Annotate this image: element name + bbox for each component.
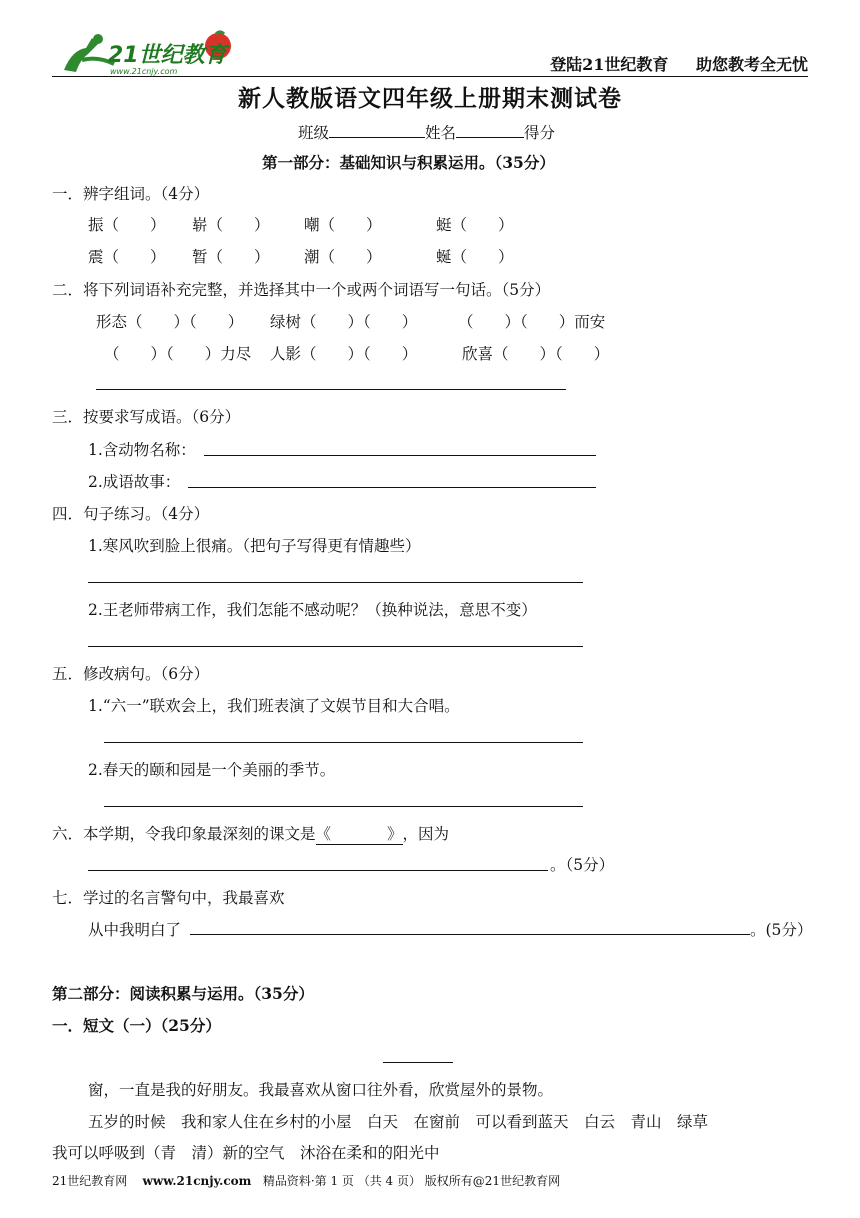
q3-answer-line-1[interactable]: [204, 455, 596, 456]
q5-item1: 1.“六一”联欢会上，我们班表演了文娱节目和大合唱。: [88, 697, 460, 715]
q1-item[interactable]: 嘲（ ）: [304, 216, 382, 234]
name-label: 姓名: [425, 124, 457, 142]
q7-end: 。(5分）: [750, 921, 813, 939]
q3-answer-line-2[interactable]: [188, 487, 596, 488]
score-label: 得分: [524, 124, 556, 142]
header-slogan: [528, 52, 808, 75]
logo-graphic: [58, 30, 248, 78]
q1-item[interactable]: 蜒（ ）: [436, 248, 514, 266]
q5-answer-line-2[interactable]: [104, 806, 583, 807]
q7-answer-line[interactable]: [190, 934, 750, 935]
q1-item[interactable]: 蜓（ ）: [436, 216, 514, 234]
passage-para3: 我可以呼吸到（青 清）新的空气 沐浴在柔和的阳光中: [52, 1144, 440, 1162]
q2-item[interactable]: （ ）（ ）而安: [458, 313, 606, 331]
q6-answer-line[interactable]: [88, 870, 548, 871]
header-login-text[interactable]: 登陆21世纪教育: [550, 55, 669, 74]
q6-suffix: ，因为: [402, 825, 450, 843]
q5-title: 五．修改病句。（6分）: [52, 665, 210, 683]
q1-item[interactable]: 振（ ）: [88, 216, 166, 234]
q4-answer-line-1[interactable]: [88, 582, 583, 583]
q3-item2: 2.成语故事：: [88, 473, 181, 491]
q1-title: 一．辨字组词。（4分）: [52, 185, 210, 203]
part2-heading: 第二部分：阅读积累与运用。（35分）: [52, 984, 314, 1003]
footer-url[interactable]: www.21cnjy.com: [142, 1174, 252, 1188]
q3-title: 三．按要求写成语。（6分）: [52, 408, 241, 426]
q1-item[interactable]: 崭（ ）: [192, 216, 270, 234]
footer-site: 21世纪教育网: [52, 1174, 128, 1188]
student-info: [298, 120, 555, 143]
q2-item[interactable]: 人影（ ）（ ）: [270, 345, 418, 363]
page-footer: [52, 1172, 560, 1189]
header-slogan-text: 助您教考全无忧: [695, 55, 808, 74]
q5-item2: 2.春天的颐和园是一个美丽的季节。: [88, 761, 336, 779]
name-blank[interactable]: [456, 120, 524, 138]
q6-prefix: 六．本学期，令我印象最深刻的课文是: [52, 825, 316, 843]
q1-item[interactable]: 潮（ ）: [304, 248, 382, 266]
site-logo[interactable]: [58, 30, 248, 78]
q6-line1: [52, 822, 449, 845]
q4-item2: 2.王老师带病工作，我们怎能不感动呢？（换种说法，意思不变）: [88, 601, 537, 619]
class-label: 班级: [298, 124, 330, 142]
q6-end: 。（5分）: [550, 856, 615, 874]
q7-title: 七．学过的名言警句中，我最喜欢: [52, 889, 285, 907]
q2-item[interactable]: 欣喜（ ）（ ）: [462, 345, 610, 363]
logo-text: 21世纪教育: [108, 43, 227, 68]
q2-item[interactable]: 形态（ ）（ ）: [96, 313, 244, 331]
q2-item[interactable]: 绿树（ ）（ ）: [270, 313, 418, 331]
q4-item1: 1.寒风吹到脸上很痛。（把句子写得更有情趣些）: [88, 537, 421, 555]
passage-para1: 窗，一直是我的好朋友。我最喜欢从窗口往外看，欣赏屋外的景物。: [88, 1081, 554, 1099]
q1-item[interactable]: 震（ ）: [88, 248, 166, 266]
logo-url: www.21cnjy.com: [110, 67, 178, 76]
passage-title-blank[interactable]: [383, 1062, 453, 1063]
q2-title: 二．将下列词语补充完整，并选择其中一个或两个词语写一句话。（5分）: [52, 281, 551, 299]
page-title: 新人教版语文四年级上册期末测试卷: [238, 86, 622, 112]
q4-answer-line-2[interactable]: [88, 646, 583, 647]
q6-book-blank[interactable]: 《 》: [316, 822, 403, 845]
q1-item[interactable]: 暂（ ）: [192, 248, 270, 266]
q7-line2: 从中我明白了: [88, 921, 182, 939]
q2-item[interactable]: （ ）（ ）力尽: [104, 345, 252, 363]
passage-para2: 五岁的时候 我和家人住在乡村的小屋 白天 在窗前 可以看到蓝天 白云 青山 绿草: [88, 1113, 709, 1131]
q2-answer-line[interactable]: [96, 389, 566, 390]
footer-info: 精品资料·第 1 页 （共 4 页） 版权所有@21世纪教育网: [262, 1174, 561, 1188]
q5-answer-line-1[interactable]: [104, 742, 583, 743]
part1-heading: 第一部分：基础知识与积累运用。（35分）: [262, 153, 555, 172]
q3-item1: 1.含动物名称：: [88, 441, 196, 459]
header-divider: [52, 76, 808, 77]
part2-sub1: 一．短文（一）（25分）: [52, 1016, 221, 1035]
class-blank[interactable]: [329, 120, 425, 138]
q4-title: 四．句子练习。（4分）: [52, 505, 210, 523]
